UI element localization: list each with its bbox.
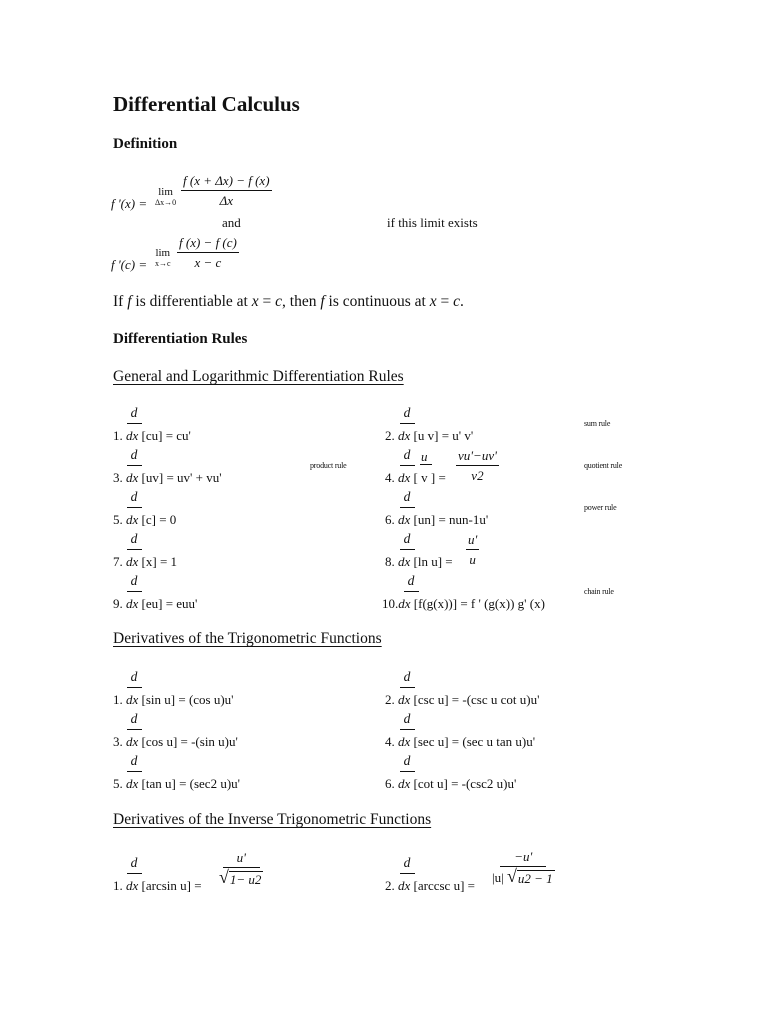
rule-number: 2.: [385, 692, 395, 707]
fraction-bar: [127, 591, 142, 592]
general-rule-8: [385, 555, 453, 568]
dx-glyph: dx: [126, 878, 139, 893]
dx-glyph: dx: [398, 878, 411, 893]
rule-number: 5.: [113, 776, 123, 791]
definition-f1-fraction: [181, 174, 272, 207]
rule8-numerator: u': [466, 533, 479, 550]
dx-glyph: dx: [398, 554, 411, 569]
rule-body: [un] = nun-1u': [410, 512, 489, 527]
d-operator: [399, 490, 415, 508]
abs-u: |u|: [492, 870, 504, 885]
fraction-bar: [400, 507, 415, 508]
general-rule-3: [113, 471, 222, 484]
d-glyph: d: [403, 447, 411, 462]
d-glyph: d: [403, 753, 411, 768]
dx-glyph: dx: [398, 692, 411, 707]
inverse-rule-2-fraction: [492, 850, 555, 885]
inverse-1-numerator: u': [223, 851, 260, 868]
dx-glyph: dx: [398, 512, 411, 527]
rules-heading: Differentiation Rules: [113, 331, 248, 347]
general-rule-9: [113, 597, 197, 610]
dx-glyph: dx: [398, 428, 411, 443]
general-rule-10: [382, 597, 545, 610]
d-operator: [399, 448, 415, 466]
general-heading: General and Logarithmic Differentiation Rules: [113, 368, 404, 385]
inverse-2-numerator: −u': [500, 850, 546, 867]
d-operator: [126, 490, 142, 508]
dx-glyph: dx: [126, 554, 139, 569]
sqrt-body: u2 − 1: [517, 871, 553, 886]
page-title: Differential Calculus: [113, 92, 300, 116]
d-operator: [126, 406, 142, 424]
rule4-numerator: vu'−uv': [456, 449, 499, 466]
rule-body: [sec u] = (sec u tan u)u': [410, 734, 536, 749]
d-glyph: d: [403, 531, 411, 546]
label-sum-rule: sum rule: [584, 419, 611, 428]
rule-body: [sin u] = (cos u)u': [138, 692, 234, 707]
d-glyph: d: [130, 669, 138, 684]
sqrt-icon: √: [506, 866, 517, 886]
fraction-bar: [400, 423, 415, 424]
d-glyph: d: [403, 669, 411, 684]
trig-rule-5: [113, 777, 240, 790]
label-chain-rule: chain rule: [584, 587, 614, 596]
d-glyph: d: [130, 855, 138, 870]
fraction-bar: [404, 591, 419, 592]
rule-number: 5.: [113, 512, 123, 527]
dx-glyph: dx: [126, 596, 139, 611]
continuity-f1: f: [127, 293, 132, 310]
continuity-text-f: =: [436, 293, 454, 310]
rule-number: 4.: [385, 734, 395, 749]
rule-body: [arcsin u] =: [138, 878, 202, 893]
d-operator: [126, 448, 142, 466]
dx-glyph: dx: [126, 776, 139, 791]
continuity-text-e: is continuous at: [324, 293, 430, 310]
fraction-bar: [127, 507, 142, 508]
fraction-bar: [127, 465, 142, 466]
rule-number: 10.: [382, 596, 399, 611]
general-rule-1: [113, 429, 191, 442]
rule-number: 3.: [113, 734, 123, 749]
continuity-statement: [113, 294, 464, 310]
d-operator: [399, 532, 415, 550]
lim1-text: lim: [158, 186, 173, 198]
dx-glyph: dx: [398, 470, 411, 485]
sqrt: [219, 868, 263, 886]
rule-number: 8.: [385, 554, 395, 569]
d-operator: [403, 574, 419, 592]
definition-and: and: [222, 215, 241, 230]
rule-number: 4.: [385, 470, 395, 485]
fraction-bar: [400, 771, 415, 772]
rule-body: [ v ] =: [410, 470, 446, 485]
trig-rule-6: [385, 777, 516, 790]
continuity-c1: c: [275, 293, 283, 310]
fraction-bar: [400, 729, 415, 730]
definition-heading: Definition: [113, 136, 178, 152]
rule-number: 7.: [113, 554, 123, 569]
d-operator: [126, 856, 142, 874]
rule-body: [cos u] = -(sin u)u': [138, 734, 238, 749]
d-glyph: d: [403, 855, 411, 870]
inverse-rule-1: [113, 879, 202, 892]
rule-number: 1.: [113, 692, 123, 707]
rule-number: 2.: [385, 428, 395, 443]
d-operator: [126, 712, 142, 730]
f1-denominator: Δx: [219, 193, 233, 208]
trig-rule-1: [113, 693, 234, 706]
d-glyph: d: [403, 711, 411, 726]
d-operator: [399, 712, 415, 730]
rule-body: [x] = 1: [138, 554, 178, 569]
definition-f1-lhs: f '(x) =: [111, 196, 148, 211]
continuity-text-c: =: [258, 293, 276, 310]
trig-rule-4: [385, 735, 535, 748]
rule-number: 6.: [385, 776, 395, 791]
fraction-bar: [127, 771, 142, 772]
dx-glyph: dx: [398, 776, 411, 791]
inverse-heading: Derivatives of the Inverse Trigonometric Functions: [113, 811, 432, 828]
definition-f2-lhs: f '(c) =: [111, 257, 148, 272]
dx-glyph: dx: [126, 734, 139, 749]
fraction-bar: [127, 549, 142, 550]
rule8-fraction: [466, 533, 479, 566]
label-quotient-rule: quotient rule: [584, 461, 623, 470]
general-rule-4: [385, 471, 446, 484]
rule-body: [cot u] = -(csc2 u)u': [410, 776, 517, 791]
d-glyph: d: [403, 489, 411, 504]
rule-body: [f(g(x))] = f ' (g(x)) g' (x): [410, 596, 545, 611]
fraction-bar: [400, 687, 415, 688]
sqrt: [507, 867, 555, 885]
d-operator: [399, 754, 415, 772]
general-rule-5: [113, 513, 176, 526]
d-operator: [399, 856, 415, 874]
lim2-text: lim: [155, 247, 171, 259]
inverse-rule-2: [385, 879, 475, 892]
sqrt-icon: √: [219, 867, 229, 887]
f2-numerator: f (x) − f (c): [177, 236, 239, 253]
fraction-bar: [127, 873, 142, 874]
inverse-1-denominator: [219, 868, 263, 886]
dx-glyph: dx: [126, 512, 139, 527]
fraction-bar: [127, 423, 142, 424]
rule4-quotient-fraction: [456, 449, 499, 482]
d-glyph: d: [130, 405, 138, 420]
trig-rule-2: [385, 693, 539, 706]
d-operator: [126, 754, 142, 772]
rule-body: [csc u] = -(csc u cot u)u': [410, 692, 540, 707]
rule-number: 1.: [113, 878, 123, 893]
inverse-2-denominator: [492, 867, 555, 885]
general-rule-2: [385, 429, 473, 442]
inverse-rule-1-fraction: [219, 851, 263, 886]
continuity-x2: x: [429, 293, 437, 310]
lim2-sub: x→c: [155, 259, 171, 268]
d-glyph: d: [130, 711, 138, 726]
trig-heading: Derivatives of the Trigonometric Functions: [113, 630, 382, 647]
rule-number: 1.: [113, 428, 123, 443]
rule4-denominator: v2: [471, 468, 484, 483]
dx-glyph: dx: [398, 596, 411, 611]
rule-body: [c] = 0: [138, 512, 177, 527]
dx-glyph: dx: [126, 428, 139, 443]
f1-numerator: f (x + Δx) − f (x): [181, 174, 272, 191]
continuity-c2: c: [453, 293, 460, 310]
d-operator: [126, 574, 142, 592]
fraction-bar: [127, 687, 142, 688]
f2-denominator: x − c: [194, 255, 222, 270]
definition-lim2: [155, 248, 171, 268]
general-rule-6: [385, 513, 488, 526]
continuity-text-g: .: [460, 293, 464, 310]
rule-body: [u v] = u' v': [410, 428, 474, 443]
rule-number: 6.: [385, 512, 395, 527]
trig-rule-3: [113, 735, 238, 748]
continuity-x1: x: [251, 293, 259, 310]
d-glyph: d: [130, 447, 138, 462]
rule4-u-bar: [420, 464, 432, 465]
continuity-f2: f: [320, 293, 325, 310]
d-glyph: d: [403, 405, 411, 420]
d-glyph: d: [130, 531, 138, 546]
fraction-bar: [400, 873, 415, 874]
definition-condition: if this limit exists: [387, 215, 478, 230]
rule-body: [cu] = cu': [138, 428, 191, 443]
definition-f2-fraction: [177, 236, 239, 269]
rule-body: [ln u] =: [410, 554, 453, 569]
label-power-rule: power rule: [584, 503, 617, 512]
rule-body: [uv] = uv' + vu': [138, 470, 222, 485]
dx-glyph: dx: [126, 692, 139, 707]
general-rule-7: [113, 555, 177, 568]
rule-number: 3.: [113, 470, 123, 485]
continuity-text-b: is differentiable at: [131, 293, 252, 310]
rule4-u-numerator: u: [421, 449, 428, 464]
rule-body: [arccsc u] =: [410, 878, 475, 893]
fraction-bar: [400, 549, 415, 550]
sqrt-body: 1− u2: [229, 872, 262, 887]
dx-glyph: dx: [398, 734, 411, 749]
rule-number: 2.: [385, 878, 395, 893]
rule-body: [eu] = euu': [138, 596, 198, 611]
continuity-text-d: , then: [282, 293, 321, 310]
label-product-rule: product rule: [310, 461, 347, 470]
d-glyph: d: [130, 573, 138, 588]
d-operator: [126, 670, 142, 688]
d-glyph: d: [130, 753, 138, 768]
rule-body: [tan u] = (sec2 u)u': [138, 776, 241, 791]
continuity-text-a: If: [113, 293, 128, 310]
fraction-bar: [400, 465, 415, 466]
definition-lim1: [155, 187, 176, 207]
rule8-denominator: u: [469, 552, 476, 567]
d-operator: [126, 532, 142, 550]
lim1-sub: Δx→0: [155, 198, 177, 207]
d-glyph: d: [130, 489, 138, 504]
dx-glyph: dx: [126, 470, 139, 485]
d-operator: [399, 406, 415, 424]
fraction-bar: [127, 729, 142, 730]
rule-number: 9.: [113, 596, 123, 611]
d-operator: [399, 670, 415, 688]
d-glyph: d: [407, 573, 415, 588]
